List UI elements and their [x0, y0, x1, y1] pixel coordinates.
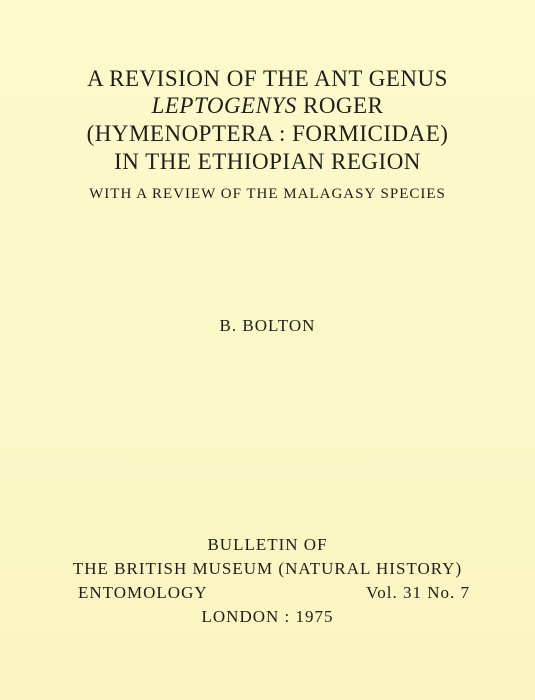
author: B. BOLTON: [219, 316, 316, 335]
title-line-3: (HYMENOPTERA : FORMICIDAE): [86, 121, 449, 146]
genus-name: LEPTOGENYS: [151, 93, 297, 118]
genus-author: ROGER: [296, 93, 384, 118]
series-name: ENTOMOLOGY: [78, 583, 208, 602]
volume-number: Vol. 31 No. 7: [366, 583, 470, 602]
subtitle: WITH A REVIEW OF THE MALAGASY SPECIES: [89, 186, 446, 202]
title-line-4: IN THE ETHIOPIAN REGION: [114, 149, 421, 174]
title-line-2: [0, 93, 535, 119]
bulletin-line-2: THE BRITISH MUSEUM (NATURAL HISTORY): [72, 559, 463, 578]
title-line-1: A REVISION OF THE ANT GENUS: [87, 66, 448, 91]
imprint: LONDON : 1975: [201, 607, 334, 626]
bulletin-series-row: [78, 583, 470, 603]
bulletin-line-1: BULLETIN OF: [207, 535, 328, 554]
